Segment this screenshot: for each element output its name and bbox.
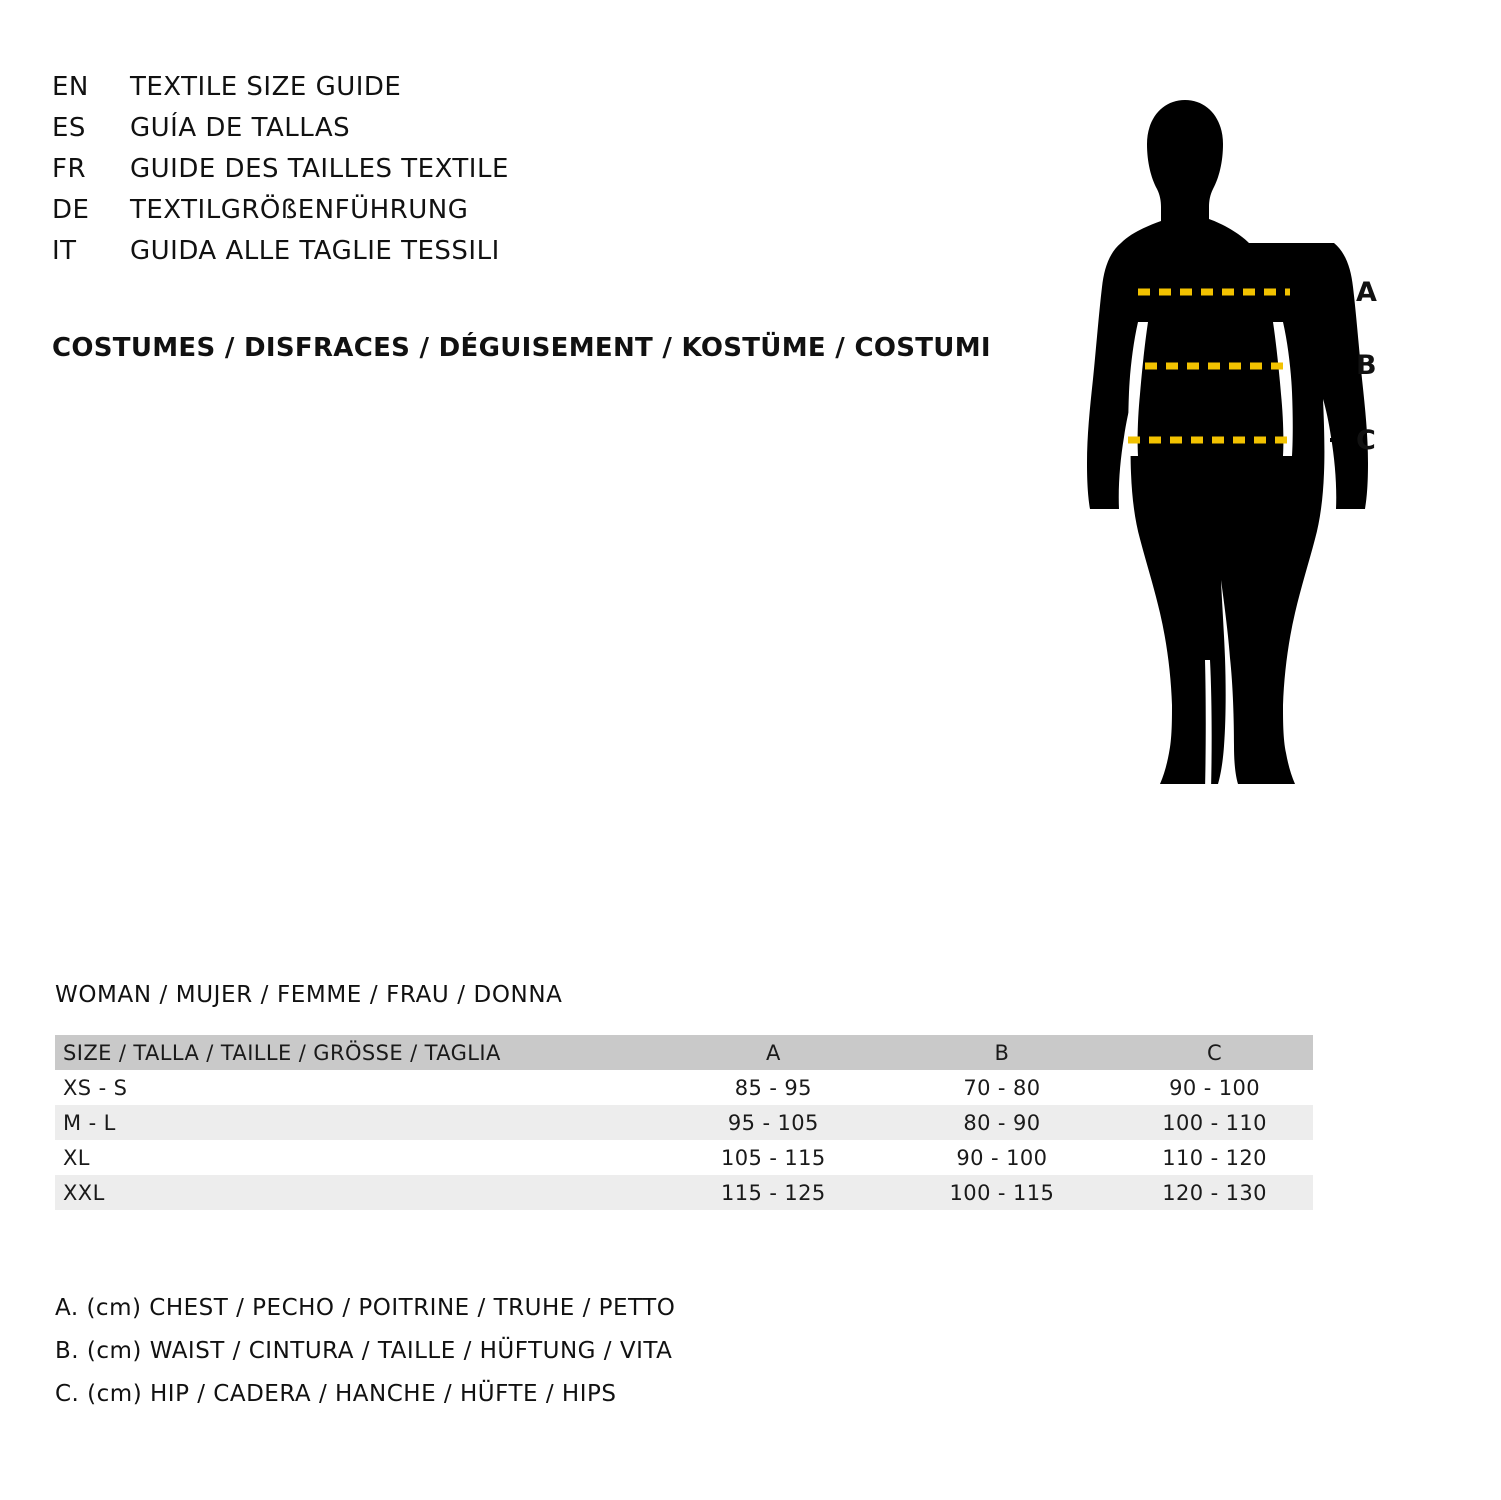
cell-size: XS - S: [55, 1070, 659, 1105]
language-text-es: GUÍA DE TALLAS: [130, 113, 351, 143]
language-code-fr: FR: [52, 154, 87, 184]
cell-c: 100 - 110: [1116, 1105, 1313, 1140]
language-row-fr: [52, 154, 1032, 195]
cell-c: 90 - 100: [1116, 1070, 1313, 1105]
measurement-legend: [55, 1295, 955, 1424]
legend-row-c: C. (cm) HIP / CADERA / HANCHE / HÜFTE / HIPS: [55, 1381, 617, 1407]
language-code-de: DE: [52, 195, 90, 225]
size-table: [55, 1035, 1313, 1210]
language-text-it: GUIDA ALLE TAGLIE TESSILI: [130, 236, 500, 266]
cell-b: 70 - 80: [888, 1070, 1117, 1105]
marker-label-b: B: [1356, 350, 1378, 381]
table-row: [55, 1070, 1313, 1105]
table-title: WOMAN / MUJER / FEMME / FRAU / DONNA: [55, 982, 563, 1008]
table-row: [55, 1175, 1313, 1210]
cell-a: 85 - 95: [659, 1070, 888, 1105]
language-text-en: TEXTILE SIZE GUIDE: [130, 72, 402, 102]
cell-size: XXL: [55, 1175, 659, 1210]
cell-size: M - L: [55, 1105, 659, 1140]
category-heading: COSTUMES / DISFRACES / DÉGUISEMENT / KOSTÜME / COSTUMI: [52, 333, 991, 363]
language-code-es: ES: [52, 113, 86, 143]
cell-c: 110 - 120: [1116, 1140, 1313, 1175]
language-row-de: [52, 195, 1032, 236]
language-row-it: [52, 236, 1032, 277]
cell-size: XL: [55, 1140, 659, 1175]
marker-label-a: A: [1356, 277, 1378, 308]
language-code-en: EN: [52, 72, 89, 102]
table-header-c: C: [1116, 1035, 1313, 1070]
table-header-a: A: [659, 1035, 888, 1070]
table-header-b: B: [888, 1035, 1117, 1070]
cell-b: 100 - 115: [888, 1175, 1117, 1210]
language-code-it: IT: [52, 236, 77, 266]
cell-a: 95 - 105: [659, 1105, 888, 1140]
table-header-size: SIZE / TALLA / TAILLE / GRÖSSE / TAGLIA: [55, 1035, 659, 1070]
marker-label-c: C: [1356, 425, 1377, 456]
language-row-es: [52, 113, 1032, 154]
table-header-row: [55, 1035, 1313, 1070]
language-row-en: [52, 72, 1032, 113]
cell-b: 80 - 90: [888, 1105, 1117, 1140]
legend-row-a: A. (cm) CHEST / PECHO / POITRINE / TRUHE / PETTO: [55, 1295, 676, 1321]
female-silhouette-icon: [1020, 60, 1450, 940]
table-row: [55, 1105, 1313, 1140]
cell-a: 105 - 115: [659, 1140, 888, 1175]
cell-b: 90 - 100: [888, 1140, 1117, 1175]
cell-a: 115 - 125: [659, 1175, 888, 1210]
cell-c: 120 - 130: [1116, 1175, 1313, 1210]
table-row: [55, 1140, 1313, 1175]
language-text-de: TEXTILGRÖßENFÜHRUNG: [130, 195, 469, 225]
measurement-figure: [1020, 60, 1450, 940]
legend-row-b: B. (cm) WAIST / CINTURA / TAILLE / HÜFTUNG / VITA: [55, 1338, 673, 1364]
language-list: [52, 72, 1032, 277]
language-text-fr: GUIDE DES TAILLES TEXTILE: [130, 154, 509, 184]
